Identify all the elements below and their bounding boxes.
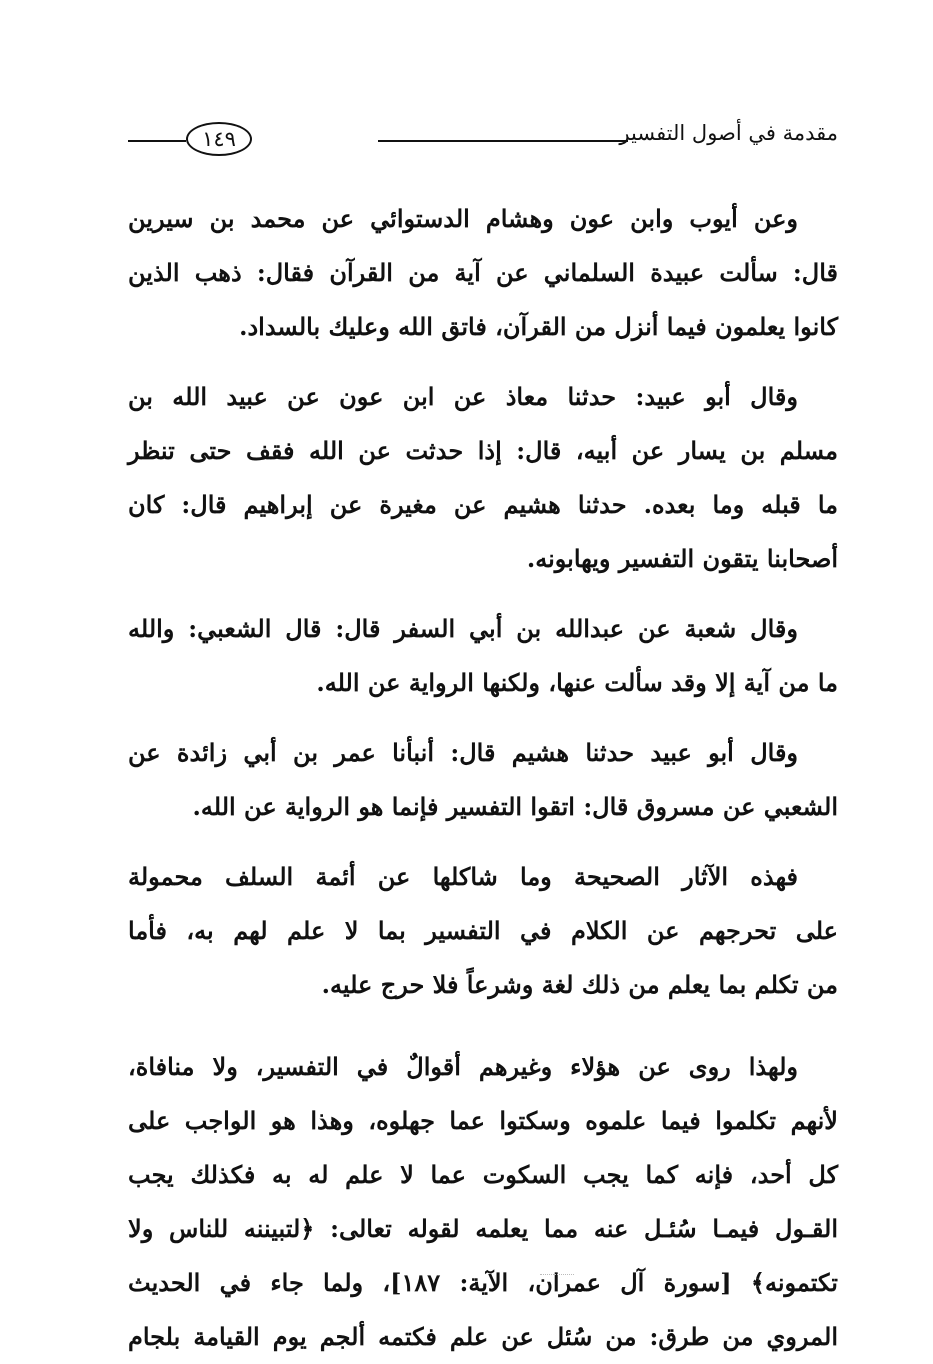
scan-mark [540,1274,574,1275]
paragraph [128,370,838,586]
header-rule-left [128,140,186,142]
text-line: وقال أبو عبيد: حدثنا معاذ عن ابن عون عن عبيد الله بن [128,382,798,411]
running-header [128,112,838,162]
text-line: تكتمونه﴾ [سورة آل عمران، الآية: ١٨٧]، ولما جاء في الحديث [128,1268,838,1297]
text-line: وقال شعبة عن عبدالله بن أبي السفر قال: قال الشعبي: والله [128,614,798,643]
paragraph [128,192,838,354]
text-line: من تكلم بما يعلم من ذلك لغة وشرعاً فلا حرج عليه. [321,970,838,999]
text-line: ما من آية إلا وقد سألت عنها، ولكنها الرواية عن الله. [316,668,838,697]
text-line: الشعبي عن مسروق قال: اتقوا التفسير فإنما هو الرواية عن الله. [192,792,838,821]
text-line: كل أحد، فإنه كما يجب السكوت عما لا علم له به فكذلك يجب [128,1160,838,1189]
page-body [128,192,838,1364]
text-line: فهذه الآثار الصحيحة وما شاكلها عن أئمة السلف محمولة [128,862,798,891]
paragraph [128,602,838,710]
paragraph [128,1040,838,1364]
text-line: لأنهم تكلموا فيما علموه وسكتوا عما جهلوه، وهذا هو الواجب على [128,1106,838,1135]
text-line: ما قبله وما بعده. حدثنا هشيم عن مغيرة عن إبراهيم قال: كان [128,490,839,519]
page-number-badge: ١٤٩ [186,122,252,156]
text-line: مسلم بن يسار عن أبيه، قال: إذا حدثت عن الله فقف حتى تنظر [128,436,838,465]
text-line: المروي من طرق: من سُئل عن علم فكتمه ألجم يوم القيامة بلجام [128,1322,838,1351]
text-line: على تحرجهم عن الكلام في التفسير بما لا علم لهم به، فأما [128,916,838,945]
text-line: أصحابنا يتقون التفسير ويهابونه. [526,544,838,573]
text-line: كانوا يعلمون فيما أنزل من القرآن، فاتق الله وعليك بالسداد. [239,312,838,341]
book-title: مقدمة في أصول التفسير [619,121,838,145]
paragraph [128,726,838,834]
text-line: وعن أيوب وابن عون وهشام الدستوائي عن محمد بن سيرين [128,204,798,233]
paragraph [128,850,838,1012]
header-rule-right [378,140,628,142]
text-line: القـول فيمـا سُئـل عنه مما يعلمه لقوله تعالى: ﴿لتبيننه للناس ولا [128,1214,838,1243]
text-line: وقال أبو عبيد حدثنا هشيم قال: أنبأنا عمر بن أبي زائدة عن [128,738,799,767]
text-line: قال: سألت عبيدة السلماني عن آية من القرآن فقال: ذهب الذين [128,258,838,287]
text-line: ولهذا روى عن هؤلاء وغيرهم أقوالٌ في التفسير، ولا منافاة، [128,1052,798,1081]
